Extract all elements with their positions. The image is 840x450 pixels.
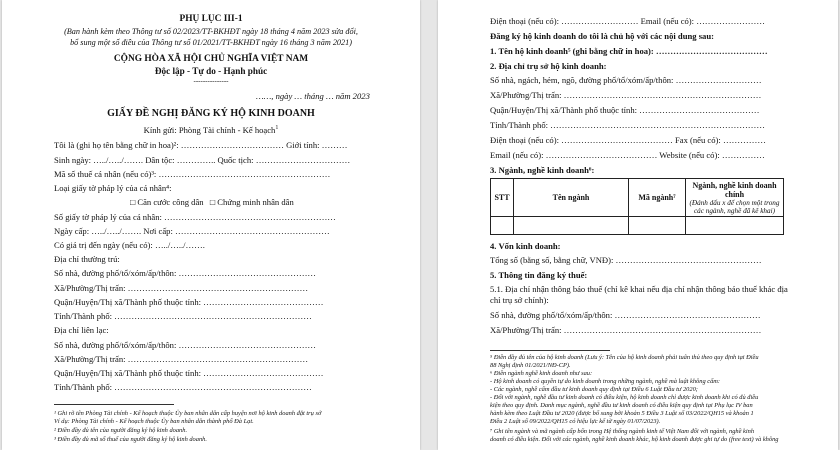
footnote-6-d: kiện theo quy định. Danh mục ngành, nghề đầu tư kinh doanh có điều kiện quy định tại Phụ lục IV ban	[490, 402, 753, 409]
business-street: Số nhà, ngách, hẻm, ngõ, đường phố/tổ/xóm/ấp/thôn: …………………………	[490, 75, 762, 85]
business-lines-table	[490, 178, 784, 235]
business-district: Quận/Huyện/Thị xã/Thành phố thuộc tỉnh: ……………………………………	[490, 105, 760, 115]
business-phone-fax: Điện thoại (nếu có): ………………………………… Fax (nếu có): ……………	[490, 135, 766, 145]
tax-address-note-line2: chỉ trụ sở chính):	[490, 295, 549, 305]
table-row	[491, 217, 784, 235]
footnote-7-cont: doanh có điều kiện. Đối với các ngành, nghề kinh doanh khác, hộ kinh doanh được ghi tự do (free text) và không	[490, 436, 779, 443]
footnote-6-c: - Đối với ngành, nghề đầu tư kinh doanh có điều kiện, hộ kinh doanh chỉ được kinh doanh khi có đủ điều	[490, 394, 759, 401]
main-line-title: Ngành, nghề kinh doanh chính	[692, 180, 777, 199]
field-tax-code: Mã số thuế cá nhân (nếu có)³: ……………………………………………………	[54, 169, 331, 179]
motto-rule: ---------------	[193, 77, 229, 85]
checkbox-citizen-id: □	[130, 197, 136, 207]
recipient-footnote-ref: 1	[275, 125, 279, 131]
footnote-1: ¹ Ghi rõ tên Phòng Tài chính - Kế hoạch thuộc Ủy ban nhân dân cấp huyện nơi hộ kinh doanh đặt trụ sở	[54, 410, 322, 417]
contact-street: Số nhà, đường phố/tổ/xóm/ấp/thôn: …………………………………………	[54, 340, 317, 350]
col-line-code: Mã ngành⁷	[629, 179, 686, 217]
section-business-lines: 3. Ngành, nghề kinh doanh⁶:	[490, 165, 595, 175]
footnote-6-e: hành kèm theo Luật Đầu tư 2020 (được bổ sung bởi khoản 5 Điều 3 Luật số 03/2022/QH15 và khoản 1	[490, 410, 754, 417]
contact-district: Quận/Huyện/Thị xã/Thành phố thuộc tỉnh: ……………………………………	[54, 368, 324, 378]
footnote-separator	[490, 350, 610, 351]
footnote-3: ³ Điền đầy đủ mã số thuế của người đăng ký hộ kinh doanh.	[54, 436, 207, 443]
col-main-line	[686, 179, 784, 217]
field-id-number: Số giấy tờ pháp lý của cá nhân: ……………………………………………………	[54, 212, 336, 222]
capital-total: Tổng số (bằng số, bằng chữ, VNĐ): ……………………………………………	[490, 255, 762, 265]
footnote-7: ⁷ Ghi tên ngành và mã ngành cấp bốn trong Hệ thống ngành kinh tế Việt Nam đối với ngành, nghề kinh	[490, 428, 755, 435]
recipient-text: Kính gửi: Phòng Tài chính - Kế hoạch	[143, 124, 276, 135]
contact-address-heading: Địa chỉ liên lạc:	[54, 325, 109, 335]
document-page-left	[2, 0, 420, 450]
document-page-right	[438, 0, 838, 450]
id-options-row	[130, 197, 294, 207]
section-business-name: 1. Tên hộ kinh doanh⁵ (ghi bằng chữ in hoa): …………………………………	[490, 46, 768, 56]
option-citizen-id: Căn cước công dân	[137, 197, 204, 207]
appendix-title: PHỤ LỤC III-1	[179, 14, 243, 24]
section-capital: 4. Vốn kinh doanh:	[490, 241, 561, 251]
field-issue-date: Ngày cấp: …../…../……. Nơi cấp: ………………………………………………	[54, 226, 330, 236]
checkbox-people-id: □	[209, 197, 216, 207]
footnote-6-b: - Các ngành, nghề cấm đầu tư kinh doanh quy định tại Điều 6 Luật Đầu tư 2020;	[490, 386, 698, 393]
permanent-address-heading: Địa chỉ thường trú:	[54, 254, 120, 264]
business-province: Tỉnh/Thành phố: …………………………………………………………………	[490, 120, 765, 130]
field-full-name: Tôi là (ghi họ tên bằng chữ in hoa)²: ……………………………… Giới tính: ………	[54, 140, 348, 150]
field-valid-until: Có giá trị đến ngày (nếu có): …../…../…….	[54, 240, 205, 250]
field-birth-date: Sinh ngày: …../…../……. Dân tộc: ………….. Quốc tịch: ……………………………	[54, 155, 351, 165]
nation-name: CỘNG HÒA XÃ HỘI CHỦ NGHĨA VIỆT NAM	[113, 54, 309, 64]
contact-province: Tỉnh/Thành phố: ……………………………………………………………	[54, 382, 312, 392]
tax-ward: Xã/Phường/Thị trấn: ……………………………………………………………	[490, 325, 762, 335]
footnote-separator	[54, 404, 174, 405]
tax-address-note-line1: 5.1. Địa chỉ nhận thông báo thuế (chỉ kê khai nếu địa chỉ nhận thông báo thuế khác địa	[490, 284, 788, 294]
footnote-5-cont: 88 Nghị định 01/2021/NĐ-CP).	[490, 362, 571, 369]
main-line-note: (Đánh dấu x để chọn một trong các ngành, nghề đã kê khai)	[689, 198, 780, 215]
registration-intro: Đăng ký hộ kinh doanh do tôi là chủ hộ với các nội dung sau:	[490, 31, 714, 41]
table-cell[interactable]	[686, 217, 784, 235]
col-stt: STT	[491, 179, 514, 217]
footnote-5: ⁵ Điền đầy đủ tên của hộ kinh doanh (Lưu ý: Tên của hộ kinh doanh phải tuân thủ theo quy định tại Điều	[490, 354, 759, 361]
section-tax-registration: 5. Thông tin đăng ký thuế:	[490, 270, 588, 280]
footnote-6: ⁶ Điền ngành nghề kinh doanh như sau:	[490, 370, 593, 377]
section-business-address: 2. Địa chỉ trụ sở hộ kinh doanh:	[490, 61, 607, 71]
field-id-type: Loại giấy tờ pháp lý của cá nhân⁴:	[54, 183, 172, 193]
form-title: GIẤY ĐỀ NGHỊ ĐĂNG KÝ HỘ KINH DOANH	[107, 108, 315, 119]
tax-street: Số nhà, đường phố/tổ/xóm/ấp/thôn: ……………………………………………	[490, 310, 761, 320]
table-header-row	[491, 179, 784, 217]
table-cell[interactable]	[491, 217, 514, 235]
option-people-id: Chứng minh nhân dân	[217, 197, 294, 207]
footnote-2: ² Điền đầy đủ tên của người đăng ký hộ kinh doanh.	[54, 427, 188, 434]
business-ward: Xã/Phường/Thị trấn: ……………………………………………………………	[490, 90, 762, 100]
contact-ward: Xã/Phường/Thị trấn: ………………………………………………………	[54, 354, 309, 364]
permanent-district: Quận/Huyện/Thị xã/Thành phố thuộc tỉnh: ……………………………………	[54, 297, 324, 307]
permanent-street: Số nhà, đường phố/tổ/xóm/ấp/thôn: …………………………………………	[54, 268, 317, 278]
recipient-line	[2, 123, 420, 135]
date-line: ……, ngày … tháng … năm 2023	[256, 91, 370, 101]
business-email-web: Email (nếu có): ………………………………… Website (nếu có): ……………	[490, 150, 765, 160]
motto: Độc lập - Tự do - Hạnh phúc	[154, 66, 268, 76]
table-cell[interactable]	[629, 217, 686, 235]
permanent-ward: Xã/Phường/Thị trấn: ………………………………………………………	[54, 283, 309, 293]
footnote-1-example: Ví dụ: Phòng Tài chính - Kế hoạch thuộc Ủy ban nhân dân thành phố Đà Lạt.	[54, 418, 254, 425]
issued-note-line2: bổ sung một số điều của Thông tư số 01/2021/TT-BKHĐT ngày 16 tháng 3 năm 2021)	[70, 38, 352, 47]
permanent-province: Tỉnh/Thành phố: ……………………………………………………………	[54, 311, 312, 321]
table-cell[interactable]	[514, 217, 629, 235]
footnote-6-a: - Hộ kinh doanh có quyền tự do kinh doanh trong những ngành, nghề mà luật không cấm:	[490, 378, 721, 385]
footnote-6-f: Điều 2 Luật số 09/2022/QH15 có hiệu lực kể từ ngày 01/07/2023).	[490, 418, 661, 425]
issued-note-line1: (Ban hành kèm theo Thông tư số 02/2023/TT-BKHĐT ngày 18 tháng 4 năm 2023 sửa đổi,	[64, 27, 358, 36]
col-line-name: Tên ngành	[514, 179, 629, 217]
owner-phone-email: Điện thoại (nếu có): ……………………… Email (nếu có): ……………………	[490, 16, 765, 26]
